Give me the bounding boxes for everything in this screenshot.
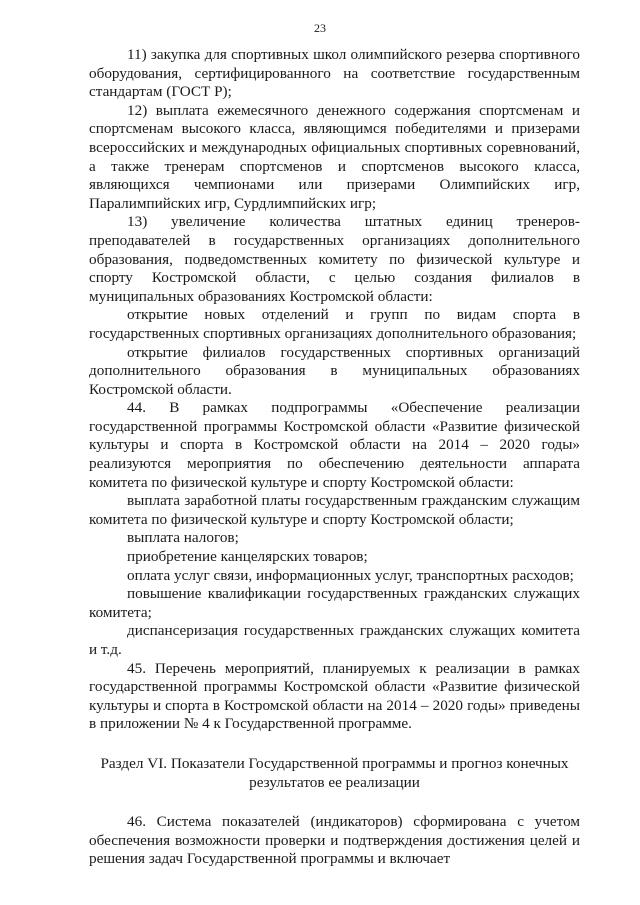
paragraph-46: 46. Система показателей (индикаторов) сформирована с учетом обеспечения возможности проверки и подтверждения достижения целей и решения задач Государственной программы и включает xyxy=(89,813,580,868)
paragraph-item-12: 12) выплата ежемесячного денежного содержания спортсменам и спортсменам высокого класса, являющимся победителями и призерами всероссийских и международных официальных спортивных соревнований, а также тренерам спортсменов и спортсменов высокого класса, являющихся чемпионами или призерами Олимпийских игр, Паралимпийских игр, Сурдлимпийских игр; xyxy=(89,101,580,212)
paragraph-44: 44. В рамках подпрограммы «Обеспечение реализации государственной программы Костромской области «Развитие физической культуры и спорта в Костромской области на 2014 – 2020 годы» реализуются мероприятия по обеспечению деятельности аппарата комитета по физической культуре и спорту Костромской области: xyxy=(89,399,580,491)
section-heading-line-2: результатов ее реализации xyxy=(249,773,420,791)
section-heading-line-1: Раздел VI. Показатели Государственной программы и прогноз конечных xyxy=(100,754,569,772)
list-item-salary: выплата заработной платы государственным гражданским служащим комитета по физической культуре и спорту Костромской области; xyxy=(89,492,580,528)
paragraph-item-13: 13) увеличение количества штатных единиц тренеров-преподавателей в государственных организациях дополнительного образования, подведомственных комитету по физической культуре и спорту Костромской области, с целью создания филиалов в муниципальных образованиях Костромской области: xyxy=(89,213,580,305)
document-body xyxy=(89,46,580,869)
list-item-taxes: выплата налогов; xyxy=(127,529,239,547)
list-item-training: повышение квалификации государственных гражданских служащих комитета; xyxy=(89,585,580,621)
section-heading xyxy=(89,755,580,792)
list-item-stationery: приобретение канцелярских товаров; xyxy=(127,548,368,566)
list-item-medical: диспансеризация государственных гражданских служащих комитета и т.д. xyxy=(89,622,580,658)
paragraph-item-11: 11) закупка для спортивных школ олимпийского резерва спортивного оборудования, сертифицированного на соответствие государственным стандартам (ГОСТ Р); xyxy=(89,46,580,101)
list-item-communication: оплата услуг связи, информационных услуг, транспортных расходов; xyxy=(127,566,574,584)
paragraph-45: 45. Перечень мероприятий, планируемых к реализации в рамках государственной программы Костромской области «Развитие физической культуры и спорта в Костромской области на 2014 – 2020 годы» приведены в приложении № 4 к Государственной программе. xyxy=(89,659,580,733)
paragraph-subitem-branches: открытие филиалов государственных спортивных организаций дополнительного образования в муниципальных образованиях Костромской области. xyxy=(89,343,580,398)
page-number: 23 xyxy=(314,21,326,35)
paragraph-subitem-new-departments: открытие новых отделений и групп по видам спорта в государственных спортивных организациях дополнительного образования; xyxy=(89,306,580,342)
